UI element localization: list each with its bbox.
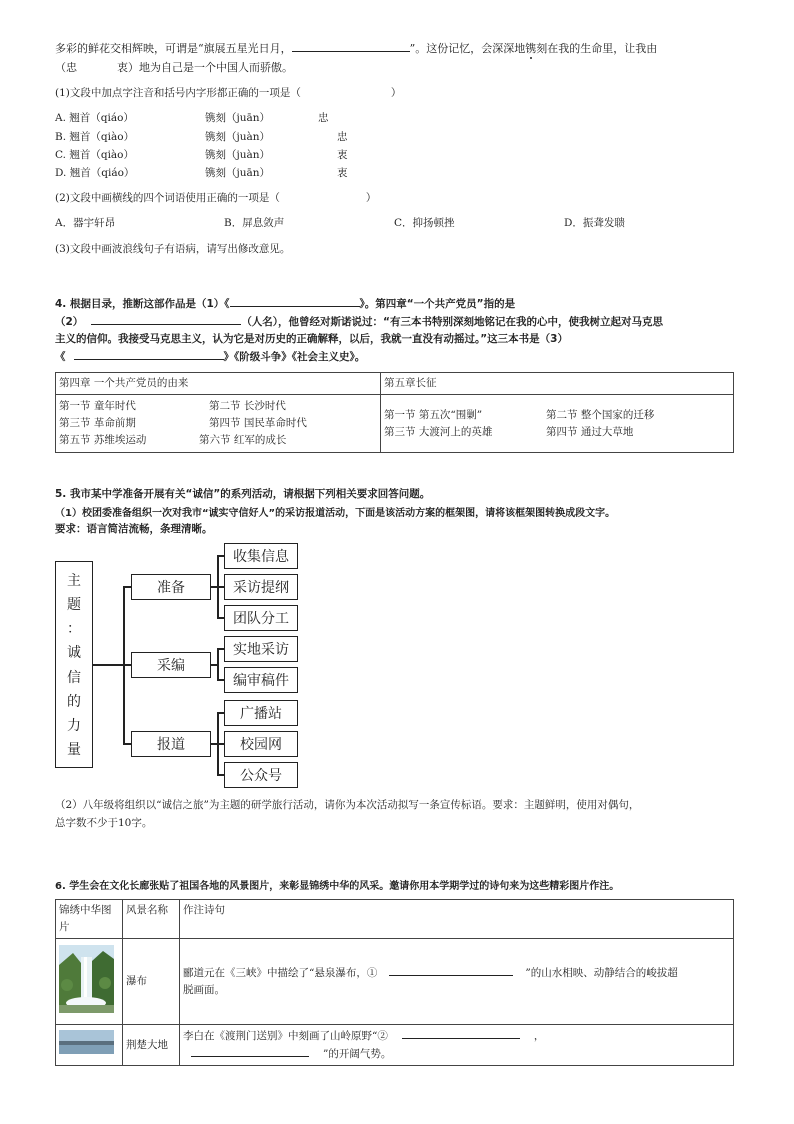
option-word: 翘首（qiào） — [69, 149, 135, 161]
chapter-row — [384, 407, 730, 424]
poem-line — [183, 1027, 730, 1045]
q3-line2 — [55, 59, 293, 75]
contents-table — [55, 372, 734, 453]
q3-sub2-option-b[interactable]: B．屏息敛声 — [224, 217, 285, 229]
q3-sub2-option-d[interactable]: D．振聋发聩 — [564, 217, 625, 229]
q3-sub3-stem: (3)文段中画波浪线句子有语病，请写出修改意见。 — [55, 243, 291, 255]
theme-char: 信 — [67, 669, 81, 686]
blank-3 — [74, 348, 224, 360]
stem-text: (2)文段中画横线的四个词语使用正确的一项是（ — [55, 192, 280, 204]
header-scene-name: 风景名称 — [123, 900, 180, 939]
option-c[interactable] — [55, 147, 134, 162]
jingchu-picture-cell — [56, 1025, 123, 1066]
q3-sub2-stem — [55, 190, 376, 205]
option-a[interactable] — [55, 110, 134, 125]
text: （人名），他曾经对斯诺说过：“有三本书特别深刻地铭记在我的心中，使我树立起对马克思 — [241, 316, 663, 328]
landscape-image — [59, 1030, 114, 1054]
item-collect-info: 收集信息 — [224, 543, 298, 569]
item-campus-web: 校园网 — [224, 731, 298, 757]
poem-line — [183, 1045, 730, 1063]
text: 》。第四章“一个共产党员”指的是 — [359, 298, 516, 310]
left-chapters — [56, 395, 381, 453]
q3-sub2-option-c[interactable]: C．抑扬顿挫 — [394, 217, 455, 229]
section: 第四节 国民革命时代 — [209, 417, 307, 429]
connector — [123, 586, 131, 588]
blank — [191, 1045, 309, 1057]
text: ”的山水相映、动静结合的峻拔超 — [525, 967, 678, 979]
section: 第三节 革命前期 — [59, 417, 136, 429]
header-picture: 锦绣中华图片 — [56, 900, 123, 939]
q3-line2-part-b: 衷）地为自己是一个中国人而骄傲。 — [117, 61, 293, 74]
text: ”的开阔气势。 — [323, 1048, 392, 1060]
q3-line1-part-c: 刻在我的生命里，让我由 — [536, 42, 658, 55]
scene-name: 瀑布 — [123, 939, 180, 1025]
chapter-row — [384, 424, 730, 441]
item-public-account: 公众号 — [224, 762, 298, 788]
connector — [123, 743, 131, 745]
stage-report: 报道 — [131, 731, 211, 757]
branch — [217, 648, 219, 680]
option-d-choice: 衷 — [337, 167, 348, 179]
option-c-word2: 镌刻（juàn） — [205, 149, 271, 161]
stem-close: ） — [365, 192, 377, 204]
stage-prepare: 准备 — [131, 574, 211, 600]
text: 》《阶级斗争》《社会主义史》。 — [223, 351, 366, 363]
right-chapters — [381, 395, 734, 453]
option-letter: D. — [55, 167, 67, 179]
q3-line1-part-a: 多彩的鲜花交相辉映，可谓是“旗展五星光日月， — [55, 42, 292, 55]
stage-edit: 采编 — [131, 652, 211, 678]
chapter-row — [59, 432, 377, 449]
section: 第二节 整个国家的迁移 — [546, 408, 655, 421]
option-word: 翘首（qiáo） — [69, 112, 134, 124]
q4-line1 — [55, 295, 515, 311]
text: （2） — [55, 316, 84, 328]
item-team-division: 团队分工 — [224, 605, 298, 631]
poem-cell — [180, 939, 734, 1025]
chapter-row — [59, 398, 377, 415]
text: 郦道元在《三峡》中描绘了“悬泉瀑布，① — [183, 967, 378, 979]
q5-line3: 要求：语言简洁流畅，条理清晰。 — [55, 523, 213, 535]
theme-char: 主 — [67, 573, 81, 590]
text: ， — [533, 1030, 545, 1042]
blank — [292, 40, 410, 52]
q5-part2-line1: （2）八年级将组织以“诚信之旅”为主题的研学旅行活动，请你为本次活动拟写一条宣传标语。要求：主题鲜明，使用对偶句， — [55, 799, 640, 811]
q6-stem: 6. 学生会在文化长廊张贴了祖国各地的风景图片，来彰显锦绣中华的风采。邀请你用本学期学过的诗句来为这些精彩图片作注。 — [55, 881, 620, 892]
option-d[interactable] — [55, 165, 134, 180]
blank-1 — [230, 295, 360, 307]
q4-line3: 主义的信仰。我接受马克思主义，认为它是对历史的正确解释，以后，我就一直没有动摇过。”这三本书是（3） — [55, 333, 568, 345]
option-b[interactable] — [55, 129, 134, 144]
option-a-choice: 忠 — [318, 112, 329, 124]
option-letter: B. — [55, 131, 67, 143]
poem-cell — [180, 1025, 734, 1066]
theme-char: 力 — [67, 717, 81, 734]
q3-sub2-option-a[interactable]: A．器宇轩昂 — [55, 217, 116, 229]
section: 第五节 苏维埃运动 — [59, 434, 147, 446]
text: 《 — [55, 351, 66, 363]
item-broadcast: 广播站 — [224, 700, 298, 726]
q5-line1: 5. 我市某中学准备开展有关“诚信”的系列活动，请根据下列相关要求回答问题。 — [55, 488, 431, 500]
blank — [402, 1027, 520, 1039]
section: 第一节 童年时代 — [59, 400, 136, 412]
q4-line4 — [55, 348, 365, 364]
waterfall-picture-cell — [56, 939, 123, 1025]
theme-char: 诚 — [67, 645, 81, 662]
item-interview-outline: 采访提纲 — [224, 574, 298, 600]
q3-line1-part-b: ”。这份记忆，会深深地 — [409, 42, 526, 55]
q3-line1 — [55, 40, 657, 56]
scene-name: 荆楚大地 — [123, 1025, 180, 1066]
connector — [93, 664, 123, 666]
section: 第三节 大渡河上的英雄 — [384, 425, 493, 438]
theme-char: 题 — [67, 597, 81, 614]
poem-line — [183, 964, 730, 982]
header-poem: 作注诗句 — [180, 900, 734, 939]
section: 第一节 第五次“围剿” — [384, 408, 483, 421]
section: 第二节 长沙时代 — [209, 400, 286, 412]
option-d-word2: 镌刻（juān） — [205, 167, 271, 179]
option-word: 翘首（qiáo） — [69, 167, 135, 179]
stem-text: (1)文段中加点字注音和括号内字形都正确的一项是（ — [55, 87, 301, 99]
option-a-word2: 镌刻（juān） — [205, 112, 271, 124]
right-header: 第五章长征 — [381, 373, 734, 395]
section: 第四节 通过大草地 — [546, 425, 634, 438]
q3-sub1-stem — [55, 85, 401, 100]
q4-line2 — [55, 313, 663, 329]
item-field-interview: 实地采访 — [224, 636, 298, 662]
theme-char: 的 — [67, 693, 81, 710]
stem-close: ） — [390, 87, 402, 99]
poem-line: 脱画面。 — [183, 984, 225, 996]
q3-line2-part-a: （忠 — [55, 61, 77, 74]
q5-line2: （1）校团委准备组织一次对我市“诚实守信好人”的采访报道活动，下面是该活动方案的框架图，请将该框架图转换成段文字。 — [55, 508, 616, 519]
scenery-table — [55, 899, 734, 1066]
option-b-word2: 镌刻（juàn） — [205, 131, 271, 143]
chapter-row — [59, 415, 377, 432]
text: 李白在《渡荆门送别》中刻画了山岭原野“② — [183, 1030, 388, 1042]
connector — [123, 664, 131, 666]
theme-box — [55, 561, 93, 768]
q5-part2-line2: 总字数不少于10字。 — [55, 817, 153, 829]
theme-char: 量 — [67, 741, 81, 758]
waterfall-image — [59, 945, 114, 1013]
section: 第六节 红军的成长 — [199, 434, 287, 446]
blank-2 — [91, 313, 241, 325]
dotted-char: 镌 — [525, 42, 537, 55]
option-letter: C. — [55, 149, 66, 161]
option-b-choice: 忠 — [337, 131, 348, 143]
option-letter: A. — [55, 112, 66, 124]
item-edit-manuscript: 编审稿件 — [224, 667, 298, 693]
blank — [389, 964, 513, 976]
text: 4. 根据目录，推断这部作品是（1）《 — [55, 298, 230, 310]
option-c-choice: 衷 — [337, 149, 348, 161]
left-header: 第四章 一个共产党员的由来 — [56, 373, 381, 395]
theme-char: ： — [67, 621, 81, 638]
option-word: 翘首（qiào） — [69, 131, 135, 143]
